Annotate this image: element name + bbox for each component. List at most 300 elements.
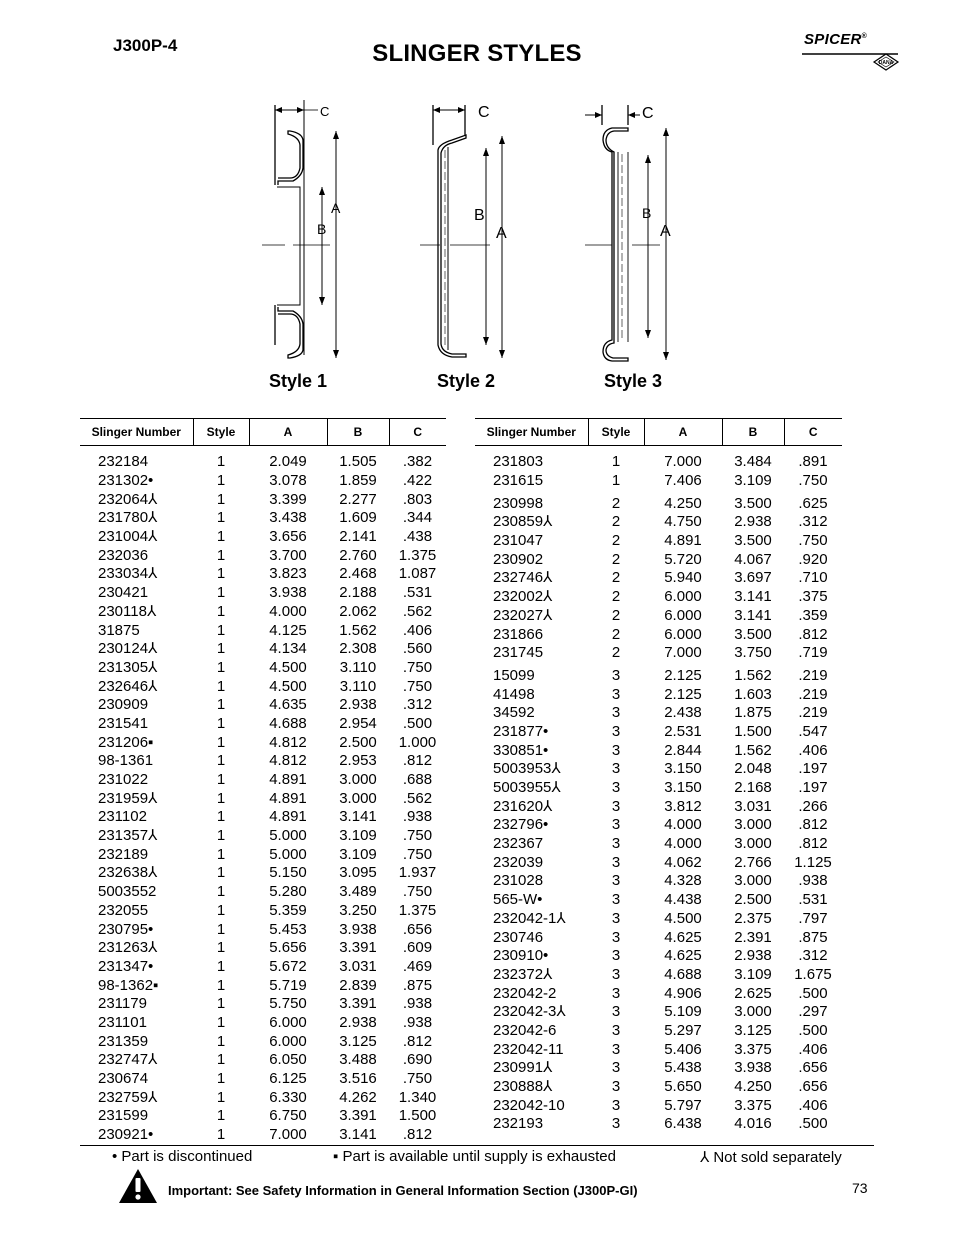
a-cell: 3.656 bbox=[269, 528, 307, 546]
style-cell: 1 bbox=[216, 714, 226, 732]
b-cell: 1.505 bbox=[339, 453, 377, 471]
style-2-drawing bbox=[420, 105, 505, 358]
style-cell: 3 bbox=[611, 722, 621, 740]
style-cell: 3 bbox=[611, 1115, 621, 1133]
style-cell: 2 bbox=[611, 513, 621, 531]
slinger-number-cell: 232027⅄ bbox=[493, 606, 553, 624]
slinger-number-cell: 230998 bbox=[493, 494, 544, 512]
style-1-label: Style 1 bbox=[269, 371, 328, 391]
style-cell: 2 bbox=[611, 532, 621, 550]
style-cell: 3 bbox=[611, 872, 621, 890]
a-cell: 6.050 bbox=[269, 1051, 307, 1069]
safety-notice: Important: See Safety Information in General Information Section (J300P-GI) bbox=[168, 1183, 638, 1198]
c-cell: .609 bbox=[402, 939, 433, 957]
b-cell: 3.109 bbox=[734, 965, 772, 983]
table-row bbox=[475, 644, 842, 663]
slinger-number-cell: 231541 bbox=[98, 714, 149, 732]
style-cell: 1 bbox=[216, 602, 226, 620]
slinger-number-cell: 231347• bbox=[98, 957, 154, 975]
slinger-number-cell: 330851• bbox=[493, 741, 549, 759]
style-cell: 1 bbox=[216, 752, 226, 770]
slinger-number-cell: 5003955⅄ bbox=[493, 779, 561, 797]
c-cell: .750 bbox=[402, 677, 433, 695]
style-cell: 3 bbox=[611, 760, 621, 778]
a-cell: 6.438 bbox=[664, 1115, 702, 1133]
table-row bbox=[475, 607, 842, 626]
style-cell: 3 bbox=[611, 928, 621, 946]
table-row bbox=[80, 1051, 446, 1070]
c-cell: 1.340 bbox=[398, 1088, 437, 1106]
a-cell: 5.109 bbox=[664, 1003, 702, 1021]
slinger-number-cell: 232042-11 bbox=[493, 1040, 564, 1058]
col-style: Style bbox=[588, 419, 644, 446]
style-cell: 1 bbox=[216, 957, 226, 975]
slinger-number-cell: 233034⅄ bbox=[98, 565, 158, 583]
c-cell: .197 bbox=[798, 760, 828, 778]
b-cell: 3.938 bbox=[734, 1059, 772, 1077]
slinger-number-cell: 231263⅄ bbox=[98, 939, 158, 957]
a-cell: 3.812 bbox=[664, 797, 702, 815]
table-row bbox=[80, 1070, 446, 1089]
table-bottom-rule bbox=[80, 1145, 874, 1146]
c-cell: .382 bbox=[402, 453, 433, 471]
table-row bbox=[80, 677, 446, 696]
b-cell: 2.938 bbox=[339, 696, 377, 714]
c-cell: .266 bbox=[798, 797, 828, 815]
a-cell: 2.531 bbox=[664, 722, 702, 740]
slinger-number-cell: 230795• bbox=[98, 920, 154, 938]
slinger-number-cell: 232184 bbox=[98, 453, 149, 471]
slinger-number-cell: 231206▪ bbox=[98, 733, 154, 751]
slinger-number-cell: 230991⅄ bbox=[493, 1059, 553, 1077]
b-cell: 3.109 bbox=[339, 845, 377, 863]
b-cell: 3.488 bbox=[339, 1051, 377, 1069]
b-cell: 3.938 bbox=[339, 920, 377, 938]
a-cell: 4.812 bbox=[269, 733, 307, 751]
slinger-number-cell: 232042-6 bbox=[493, 1021, 557, 1039]
style-cell: 1 bbox=[216, 621, 226, 639]
table-row bbox=[80, 565, 446, 584]
style-cell: 3 bbox=[611, 1059, 621, 1077]
style-cell: 1 bbox=[216, 1088, 226, 1106]
c-cell: .406 bbox=[798, 741, 828, 759]
slinger-number-cell: 41498 bbox=[493, 685, 535, 703]
table-row bbox=[475, 891, 842, 910]
slinger-number-cell: 232189 bbox=[98, 845, 149, 863]
a-cell: 2.125 bbox=[664, 666, 702, 684]
a-cell: 5.000 bbox=[269, 845, 307, 863]
a-cell: 5.297 bbox=[664, 1021, 702, 1039]
b-cell: 2.308 bbox=[339, 640, 377, 658]
slinger-number-cell: 232042-2 bbox=[493, 984, 557, 1002]
b-cell: 3.110 bbox=[339, 658, 377, 676]
b-cell: 2.141 bbox=[339, 528, 377, 546]
table-row bbox=[80, 1032, 446, 1051]
table-row bbox=[80, 771, 446, 790]
c-cell: .500 bbox=[798, 984, 828, 1002]
c-cell: 1.937 bbox=[398, 864, 437, 882]
c-cell: .531 bbox=[798, 891, 828, 909]
a-cell: 2.049 bbox=[269, 453, 307, 471]
style-2-dim-b: B bbox=[474, 207, 485, 224]
slinger-number-cell: 230124⅄ bbox=[98, 640, 158, 658]
table-row bbox=[80, 546, 446, 565]
c-cell: .625 bbox=[798, 494, 828, 512]
table-row bbox=[80, 883, 446, 902]
style-2-label: Style 2 bbox=[437, 371, 496, 391]
dana-badge-text: DANA bbox=[878, 60, 894, 66]
slinger-number-cell: 231102 bbox=[98, 808, 147, 826]
b-cell: 4.262 bbox=[339, 1088, 377, 1106]
table-row bbox=[475, 1115, 842, 1134]
b-cell: 2.375 bbox=[734, 909, 772, 927]
style-cell: 1 bbox=[216, 584, 226, 602]
table-row bbox=[475, 910, 842, 929]
slinger-number-cell: 230921• bbox=[98, 1126, 154, 1144]
b-cell: 2.168 bbox=[734, 779, 772, 797]
table-header-row bbox=[475, 419, 842, 446]
page-number: 73 bbox=[852, 1180, 868, 1196]
c-cell: .656 bbox=[798, 1078, 828, 1096]
slinger-number-cell: 231745 bbox=[493, 644, 544, 662]
style-cell: 1 bbox=[216, 1107, 226, 1125]
c-cell: .750 bbox=[402, 883, 433, 901]
a-cell: 5.000 bbox=[269, 827, 307, 845]
a-cell: 3.700 bbox=[269, 546, 307, 564]
style-cell: 3 bbox=[611, 965, 621, 983]
b-cell: 2.625 bbox=[734, 984, 772, 1002]
table-row bbox=[80, 808, 446, 827]
table-row bbox=[80, 715, 446, 734]
c-cell: 1.000 bbox=[398, 733, 437, 751]
b-cell: 1.562 bbox=[734, 666, 772, 684]
style-cell: 1 bbox=[216, 808, 226, 826]
a-cell: 4.688 bbox=[664, 965, 702, 983]
table-row bbox=[80, 789, 446, 808]
slinger-number-cell: 34592 bbox=[493, 704, 535, 722]
a-cell: 3.078 bbox=[269, 472, 307, 490]
style-cell: 1 bbox=[216, 472, 226, 490]
c-cell: 1.087 bbox=[398, 565, 437, 583]
a-cell: 4.688 bbox=[269, 714, 307, 732]
style-cell: 1 bbox=[216, 976, 226, 994]
b-cell: 2.500 bbox=[339, 733, 377, 751]
c-cell: 1.500 bbox=[398, 1107, 437, 1125]
col-b: B bbox=[722, 419, 784, 446]
a-cell: 4.062 bbox=[664, 853, 702, 871]
a-cell: 4.906 bbox=[664, 984, 702, 1002]
slinger-number-cell: 230746 bbox=[493, 928, 544, 946]
a-cell: 3.399 bbox=[269, 490, 307, 508]
a-cell: 4.125 bbox=[269, 621, 307, 639]
b-cell: 3.141 bbox=[734, 588, 772, 606]
b-cell: 3.375 bbox=[734, 1096, 772, 1114]
table-row bbox=[475, 446, 842, 472]
c-cell: .875 bbox=[402, 976, 433, 994]
a-cell: 5.719 bbox=[269, 976, 307, 994]
style-cell: 3 bbox=[611, 685, 621, 703]
c-cell: .406 bbox=[798, 1040, 828, 1058]
style-cell: 1 bbox=[216, 789, 226, 807]
c-cell: .438 bbox=[402, 528, 433, 546]
slinger-number-cell: 230674 bbox=[98, 1070, 149, 1088]
style-cell: 2 bbox=[611, 569, 621, 587]
slinger-number-cell: 232064⅄ bbox=[98, 490, 158, 508]
style-cell: 3 bbox=[611, 1003, 621, 1021]
slinger-number-cell: 231004⅄ bbox=[98, 528, 158, 546]
table-row bbox=[80, 659, 446, 678]
style-cell: 1 bbox=[216, 453, 226, 471]
style-cell: 1 bbox=[216, 677, 226, 695]
style-cell: 3 bbox=[611, 779, 621, 797]
c-cell: .197 bbox=[798, 779, 828, 797]
c-cell: 1.125 bbox=[794, 853, 832, 871]
c-cell: .812 bbox=[402, 752, 433, 770]
slinger-number-cell: 232759⅄ bbox=[98, 1088, 158, 1106]
slinger-number-cell: 232747⅄ bbox=[98, 1051, 158, 1069]
b-cell: 2.954 bbox=[339, 714, 377, 732]
slinger-number-cell: 230902 bbox=[493, 550, 544, 568]
b-cell: 2.468 bbox=[339, 565, 377, 583]
c-cell: .312 bbox=[798, 513, 828, 531]
a-cell: 6.750 bbox=[269, 1107, 307, 1125]
slinger-number-cell: 232002⅄ bbox=[493, 588, 553, 606]
table-row bbox=[475, 704, 842, 723]
style-cell: 1 bbox=[216, 883, 226, 901]
a-cell: 4.500 bbox=[269, 658, 307, 676]
a-cell: 3.938 bbox=[269, 584, 307, 602]
table-row bbox=[80, 1088, 446, 1107]
a-cell: 7.406 bbox=[664, 472, 702, 490]
b-cell: 3.141 bbox=[734, 606, 772, 624]
legend-discontinued: • Part is discontinued bbox=[112, 1148, 253, 1165]
c-cell: .938 bbox=[402, 995, 433, 1013]
c-cell: .710 bbox=[798, 569, 828, 587]
table-header-row bbox=[80, 419, 446, 446]
style-cell: 2 bbox=[611, 644, 621, 662]
b-cell: 3.516 bbox=[339, 1070, 377, 1088]
table-row bbox=[475, 663, 842, 686]
slinger-styles-drawing bbox=[250, 95, 710, 370]
style-cell: 3 bbox=[611, 666, 621, 684]
b-cell: 3.375 bbox=[734, 1040, 772, 1058]
spicer-logo bbox=[802, 30, 902, 74]
a-cell: 5.750 bbox=[269, 995, 307, 1013]
a-cell: 5.650 bbox=[664, 1078, 702, 1096]
a-cell: 5.150 bbox=[269, 864, 307, 882]
b-cell: 3.697 bbox=[734, 569, 772, 587]
table-row bbox=[80, 976, 446, 995]
style-cell: 1 bbox=[216, 640, 226, 658]
table-row bbox=[475, 816, 842, 835]
table-row bbox=[475, 984, 842, 1003]
c-cell: .920 bbox=[798, 550, 828, 568]
style-cell: 2 bbox=[611, 588, 621, 606]
slinger-number-cell: 5003953⅄ bbox=[493, 760, 561, 778]
slinger-number-cell: 231359 bbox=[98, 1032, 149, 1050]
a-cell: 4.891 bbox=[269, 789, 307, 807]
a-cell: 6.330 bbox=[269, 1088, 307, 1106]
a-cell: 6.000 bbox=[664, 588, 702, 606]
c-cell: .560 bbox=[402, 640, 433, 658]
table-row bbox=[475, 947, 842, 966]
style-1-drawing bbox=[262, 100, 339, 358]
c-cell: .812 bbox=[798, 625, 828, 643]
slinger-number-cell: 231305⅄ bbox=[98, 658, 158, 676]
slinger-number-cell: 232646⅄ bbox=[98, 677, 158, 695]
c-cell: .690 bbox=[402, 1051, 433, 1069]
table-row bbox=[475, 569, 842, 588]
c-cell: .500 bbox=[798, 1021, 828, 1039]
col-slinger-number: Slinger Number bbox=[475, 419, 588, 446]
slinger-number-cell: 15099 bbox=[493, 666, 535, 684]
b-cell: 2.938 bbox=[734, 947, 772, 965]
slinger-number-cell: 231028 bbox=[493, 872, 544, 890]
c-cell: .688 bbox=[402, 771, 433, 789]
style-cell: 1 bbox=[216, 939, 226, 957]
table-row bbox=[80, 696, 446, 715]
a-cell: 4.000 bbox=[664, 835, 702, 853]
style-2-dim-c: C bbox=[478, 104, 490, 121]
c-cell: .312 bbox=[798, 947, 828, 965]
table-row bbox=[475, 625, 842, 644]
table-row bbox=[475, 490, 842, 513]
c-cell: .891 bbox=[798, 453, 828, 471]
c-cell: .359 bbox=[798, 606, 828, 624]
a-cell: 4.891 bbox=[269, 808, 307, 826]
b-cell: 2.188 bbox=[339, 584, 377, 602]
slinger-number-cell: 230910• bbox=[493, 947, 549, 965]
b-cell: 1.859 bbox=[339, 472, 377, 490]
b-cell: 2.953 bbox=[339, 752, 377, 770]
slinger-number-cell: 231022 bbox=[98, 771, 149, 789]
table-row bbox=[80, 733, 446, 752]
a-cell: 5.940 bbox=[664, 569, 702, 587]
a-cell: 4.891 bbox=[664, 532, 702, 550]
c-cell: .219 bbox=[798, 704, 828, 722]
slinger-number-cell: 232796• bbox=[493, 816, 549, 834]
table-row bbox=[475, 685, 842, 704]
c-cell: .219 bbox=[798, 685, 828, 703]
table-row bbox=[475, 872, 842, 891]
table-row bbox=[80, 1126, 446, 1145]
a-cell: 4.000 bbox=[664, 816, 702, 834]
table-row bbox=[80, 446, 446, 472]
warning-triangle-icon bbox=[118, 1168, 158, 1204]
dana-badge-icon bbox=[802, 50, 902, 74]
a-cell: 4.625 bbox=[664, 928, 702, 946]
a-cell: 4.635 bbox=[269, 696, 307, 714]
table-row bbox=[80, 939, 446, 958]
a-cell: 6.125 bbox=[269, 1070, 307, 1088]
style-cell: 1 bbox=[216, 528, 226, 546]
a-cell: 7.000 bbox=[269, 1126, 307, 1144]
style-cell: 3 bbox=[611, 891, 621, 909]
a-cell: 2.438 bbox=[664, 704, 702, 722]
table-row bbox=[80, 621, 446, 640]
b-cell: 4.067 bbox=[734, 550, 772, 568]
a-cell: 7.000 bbox=[664, 453, 702, 471]
slinger-number-cell: 230118⅄ bbox=[98, 602, 157, 620]
b-cell: 2.048 bbox=[734, 760, 772, 778]
slinger-number-cell: 231866 bbox=[493, 625, 544, 643]
style-cell: 1 bbox=[216, 845, 226, 863]
style-cell: 3 bbox=[611, 984, 621, 1002]
b-cell: 2.062 bbox=[339, 602, 377, 620]
b-cell: 3.110 bbox=[339, 677, 377, 695]
style-cell: 2 bbox=[611, 550, 621, 568]
b-cell: 3.000 bbox=[734, 872, 772, 890]
c-cell: .500 bbox=[798, 1115, 828, 1133]
c-cell: .562 bbox=[402, 789, 433, 807]
style-cell: 1 bbox=[216, 565, 226, 583]
b-cell: 3.000 bbox=[339, 789, 377, 807]
style-cell: 3 bbox=[611, 704, 621, 722]
style-2-dim-a: A bbox=[496, 225, 507, 242]
a-cell: 5.453 bbox=[269, 920, 307, 938]
table-row bbox=[475, 588, 842, 607]
b-cell: 2.760 bbox=[339, 546, 377, 564]
table-row bbox=[80, 528, 446, 547]
b-cell: 3.484 bbox=[734, 453, 772, 471]
c-cell: .422 bbox=[402, 472, 433, 490]
style-cell: 3 bbox=[611, 741, 621, 759]
style-cell: 1 bbox=[216, 696, 226, 714]
slinger-number-cell: 232055 bbox=[98, 901, 149, 919]
style-cell: 1 bbox=[216, 864, 226, 882]
style-cell: 3 bbox=[611, 816, 621, 834]
col-a: A bbox=[644, 419, 722, 446]
a-cell: 4.812 bbox=[269, 752, 307, 770]
b-cell: 3.391 bbox=[339, 939, 377, 957]
a-cell: 6.000 bbox=[269, 1013, 307, 1031]
b-cell: 2.391 bbox=[734, 928, 772, 946]
c-cell: .406 bbox=[798, 1096, 828, 1114]
style-cell: 3 bbox=[611, 909, 621, 927]
col-c: C bbox=[784, 419, 842, 446]
a-cell: 4.625 bbox=[664, 947, 702, 965]
b-cell: 1.603 bbox=[734, 685, 772, 703]
left-parts-table bbox=[80, 418, 446, 1144]
slinger-number-cell: 231101 bbox=[98, 1013, 147, 1031]
style-1-dim-b: B bbox=[317, 221, 327, 237]
slinger-number-cell: 232039 bbox=[493, 853, 544, 871]
b-cell: 3.000 bbox=[339, 771, 377, 789]
slinger-number-cell: 565-W• bbox=[493, 891, 543, 909]
a-cell: 5.720 bbox=[664, 550, 702, 568]
c-cell: .375 bbox=[798, 588, 828, 606]
c-cell: .531 bbox=[402, 584, 433, 602]
col-slinger-number: Slinger Number bbox=[80, 419, 193, 446]
c-cell: .750 bbox=[798, 532, 828, 550]
c-cell: .547 bbox=[798, 722, 828, 740]
b-cell: 3.109 bbox=[734, 472, 772, 490]
c-cell: 1.375 bbox=[398, 546, 437, 564]
slinger-number-cell: 231780⅄ bbox=[98, 509, 158, 527]
a-cell: 7.000 bbox=[664, 644, 702, 662]
style-cell: 3 bbox=[611, 1096, 621, 1114]
table-row bbox=[80, 752, 446, 771]
a-cell: 6.000 bbox=[664, 606, 702, 624]
a-cell: 4.134 bbox=[269, 640, 307, 658]
style-cell: 1 bbox=[611, 453, 621, 471]
a-cell: 3.150 bbox=[664, 779, 702, 797]
slinger-number-cell: 31875 bbox=[98, 621, 140, 639]
c-cell: .803 bbox=[402, 490, 433, 508]
table-row bbox=[80, 472, 446, 491]
document-code: J300P-4 bbox=[113, 36, 178, 55]
table-row bbox=[475, 797, 842, 816]
